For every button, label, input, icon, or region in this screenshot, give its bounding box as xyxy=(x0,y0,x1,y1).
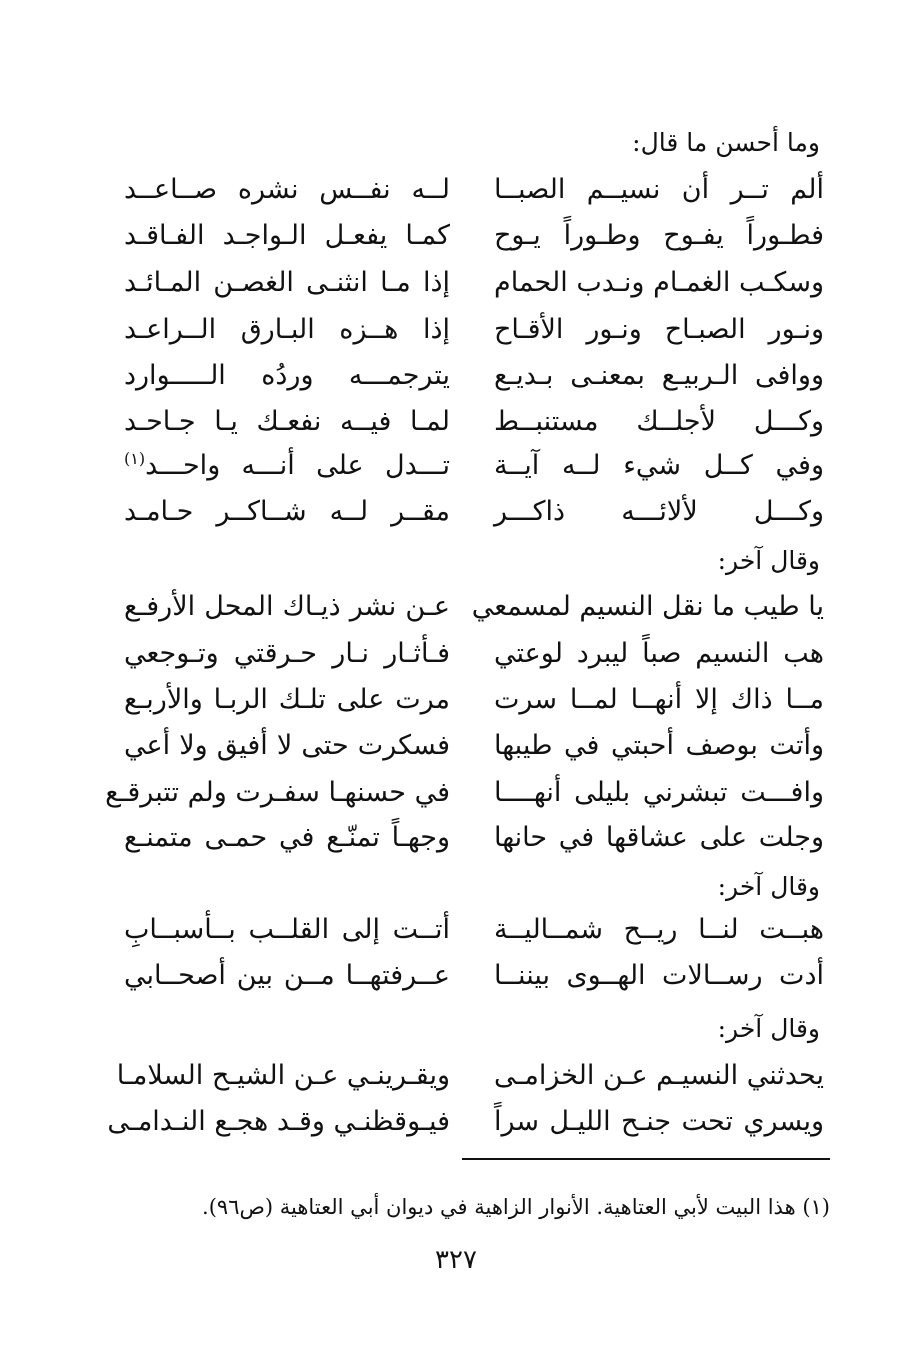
verse-row xyxy=(0,1052,912,1100)
verse-second-hemistich: لــه نفــس نشره صــاعــد xyxy=(124,174,450,205)
verse-row xyxy=(0,306,912,354)
verse-row xyxy=(0,352,912,400)
verse-first-hemistich: وجلت على عشاقها في حانها xyxy=(494,822,824,853)
verse-row xyxy=(0,722,912,770)
verse-row xyxy=(0,398,912,446)
verse-first-hemistich: هبــت لنــا ريــح شمــاليــة xyxy=(494,914,824,945)
verse-row xyxy=(0,952,912,1000)
verse-first-hemistich: ويسري تحت جنـح الليـل سراً xyxy=(494,1106,824,1137)
verse-second-hemistich: فيـوقظنـي وقـد هجـع النـدامـى xyxy=(107,1106,450,1137)
verse-second-hemistich: يترجمـــه وردُه الـــــوارد xyxy=(124,360,450,391)
verse-first-hemistich: وأتت بوصف أحبتي في طيبها xyxy=(494,730,824,761)
verse-first-hemistich: يا طيب ما نقل النسيم لمسمعي xyxy=(471,591,824,622)
footnote-divider xyxy=(462,1158,830,1160)
verse-first-hemistich: وافـــت تبشرني بليلى أنهــــا xyxy=(494,777,824,808)
verse-second-hemistich: أتــت إلى القلــب بــأسبــابِ xyxy=(124,914,450,945)
verse-row xyxy=(0,906,912,954)
verse-second-hemistich: في حسنهـا سفـرت ولم تتبرقـع xyxy=(105,777,450,808)
verse-text: تـــدل على أنـــه واحـــد xyxy=(145,450,450,481)
footnote: (١) هذا البيت لأبي العتاهية. الأنوار الزاهية في ديوان أبي العتاهية (ص٩٦). xyxy=(202,1195,830,1219)
section-intro: وقال آخر: xyxy=(717,546,820,575)
verse-row xyxy=(0,259,912,307)
verse-row xyxy=(0,676,912,724)
verse-first-hemistich: ونـور الصبـاح ونـور الأقـاح xyxy=(494,314,824,345)
verse-second-hemistich: عـن نشر ذيـاك المحل الأرفـع xyxy=(124,591,450,622)
verse-row xyxy=(0,769,912,817)
verse-row xyxy=(0,442,912,490)
verse-first-hemistich: هب النسيم صباً ليبرد لوعتي xyxy=(494,638,824,669)
page-number: ٣٢٧ xyxy=(435,1245,477,1275)
verse-first-hemistich: فطـوراً يفـوح وطـوراً يـوح xyxy=(494,220,824,251)
verse-second-hemistich: لمـا فيــه نفعـك يـا جـاحـد xyxy=(124,406,450,437)
verse-second-hemistich: إذا مـا انثنـى الغصـن المـائـد xyxy=(124,267,450,298)
verse-second-hemistich: فسكرت حتى لا أفيق ولا أعي xyxy=(124,730,450,761)
verse-second-hemistich: عــرفتهــا مــن بين أصحــابي xyxy=(124,960,450,991)
section-intro: وما أحسن ما قال: xyxy=(632,128,820,157)
verse-first-hemistich: وكـــل لألائـــه ذاكـــر xyxy=(494,496,824,527)
verse-row xyxy=(0,166,912,214)
verse-row xyxy=(0,1098,912,1146)
verse-second-hemistich: مقــر لــه شــاكــر حـامـد xyxy=(124,496,450,527)
section-intro: وقال آخر: xyxy=(717,1014,820,1043)
verse-first-hemistich: وكـــل لأجلــك مستنبــط xyxy=(494,406,824,437)
verse-first-hemistich: ألم تــر أن نسيــم الصبــا xyxy=(494,174,824,205)
verse-second-hemistich: ويقـرينـي عـن الشيـح السلامـا xyxy=(116,1060,450,1091)
verse-row xyxy=(0,630,912,678)
verse-first-hemistich: يحدثني النسيـم عـن الخزامـى xyxy=(493,1060,824,1091)
verse-second-hemistich xyxy=(124,442,450,490)
section-intro: وقال آخر: xyxy=(717,872,820,901)
verse-first-hemistich: أدت رســالات الهــوى بيننــا xyxy=(494,960,824,991)
verse-first-hemistich: وفي كــل شيء لــه آيــة xyxy=(494,450,824,481)
verse-row xyxy=(0,814,912,862)
verse-second-hemistich: وجهـاً تمنّـع في حمـى متمنـع xyxy=(124,822,450,853)
verse-row xyxy=(0,212,912,260)
verse-second-hemistich: إذا هــزه البـارق الــراعـد xyxy=(124,314,450,345)
verse-first-hemistich: ووافى الـربيـع بمعنـى بـديـع xyxy=(494,360,824,391)
verse-second-hemistich: فـأثـار نـار حـرقتي وتـوجعي xyxy=(124,638,450,669)
verse-first-hemistich: مــا ذاك إلا أنهــا لمــا سرت xyxy=(494,684,824,715)
verse-second-hemistich: كمـا يفعـل الـواجـد الفـاقـد xyxy=(124,220,450,251)
verse-second-hemistich: مرت على تلـك الربـا والأربـع xyxy=(124,684,450,715)
footnote-reference: (١) xyxy=(124,449,146,468)
verse-row xyxy=(0,583,912,631)
verse-first-hemistich: وسكـب الغمـام ونـدب الحمام xyxy=(494,267,824,298)
verse-row xyxy=(0,488,912,536)
